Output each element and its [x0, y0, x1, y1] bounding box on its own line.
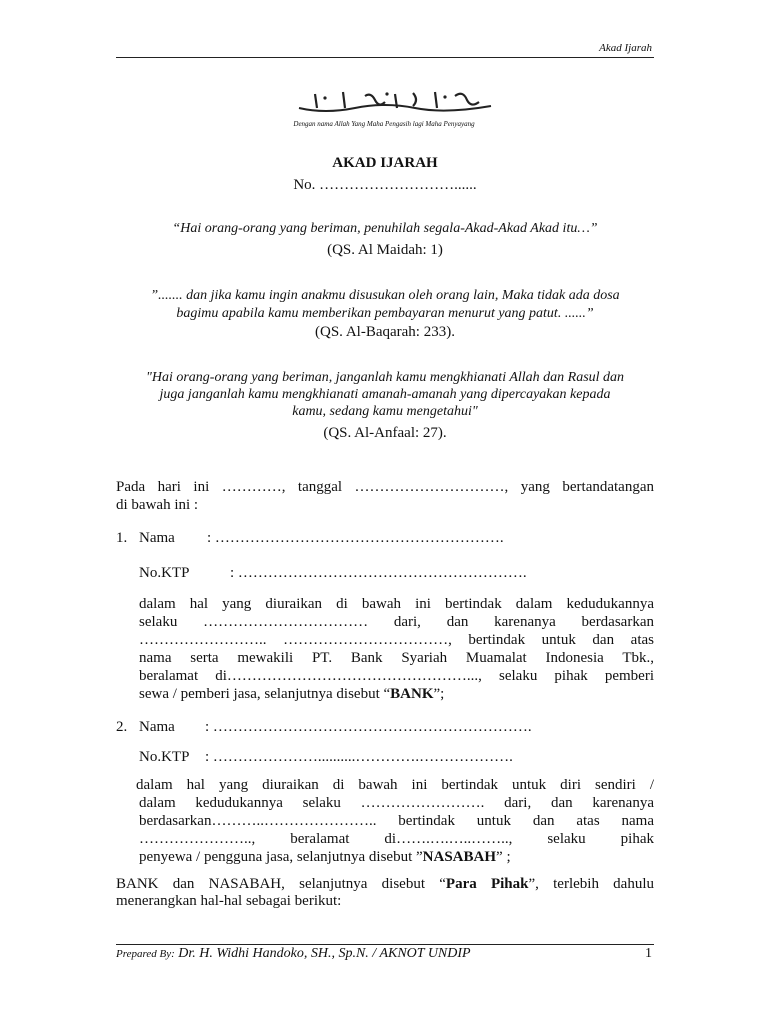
quote-3-reference: (QS. Al-Anfaal: 27). [323, 425, 447, 441]
party-2-desc-line-5 [139, 849, 511, 866]
party-1-role-suffix: ”; [433, 686, 445, 702]
quote-1-reference: (QS. Al Maidah: 1) [327, 242, 443, 258]
quote-3-line-2: juga janganlah kamu mengkhianati amanah-amanah yang dipercayakan kepada [159, 387, 611, 402]
party-1-name-value: : …………………………………………………. [207, 530, 504, 546]
party-1-desc-line-1: dalam hal yang diuraikan di bawah ini bertindak dalam kedudukannya [139, 596, 654, 612]
closing-suffix: ”, terlebih dahulu [528, 876, 654, 892]
footer-rule [116, 944, 654, 945]
party-1-ktp-label: No.KTP [139, 565, 190, 581]
party-1-name-label: Nama [139, 530, 175, 546]
bismillah-caption: Dengan nama Allah Yang Maha Pengasih lagi Maha Penyayang [293, 120, 475, 128]
party-2-number: 2. [116, 719, 128, 735]
party-1-desc-line-2: selaku …………………………… dari, dan karenanya berdasarkan [139, 614, 654, 630]
footer-prepared-label: Prepared By: [116, 948, 175, 960]
footer-author: Dr. H. Widhi Handoko, SH., Sp.N. / AKNOT UNDIP [174, 946, 471, 961]
party-1-desc-line-3: …………………….. ……………………………, bertindak untuk dan atas [139, 632, 654, 648]
closing-para-pihak: Para Pihak [445, 876, 529, 892]
intro-line-1: Pada hari ini …………, tanggal …………………………, yang bertandatangan [116, 479, 654, 495]
footer-credit [116, 946, 471, 962]
header-rule [116, 57, 654, 58]
party-2-role-name: NASABAH [422, 849, 497, 865]
closing-prefix: BANK dan NASABAH, selanjutnya disebut “ [116, 876, 446, 892]
party-2-desc-line-2: dalam kedudukannya selaku ……………………. dari, dan karenanya [139, 795, 654, 811]
party-2-desc-line-1: dalam hal yang diuraikan di bawah ini bertindak untuk diri sendiri / [136, 777, 654, 793]
running-header-title: Akad Ijarah [599, 42, 652, 54]
party-1-desc-line-5: beralamat di…………………………………………..., selaku pihak pemberi [139, 668, 654, 684]
closing-line-1 [116, 876, 654, 893]
closing-line-2: menerangkan hal-hal sebagai berikut: [116, 893, 342, 909]
party-2-role-suffix: ” ; [496, 849, 511, 865]
party-2-ktp-label: No.KTP [139, 749, 190, 765]
quote-2-line-2: bagimu apabila kamu memberikan pembayaran menurut yang patut. ......” [176, 306, 594, 321]
quote-1-line-1: “Hai orang-orang yang beriman, penuhilah segala-Akad-Akad Akad itu…” [172, 221, 598, 236]
intro-line-2: di bawah ini : [116, 497, 199, 513]
party-2-name-label: Nama [139, 719, 175, 735]
party-1-ktp-value: : …………………………………………………. [230, 565, 527, 581]
party-1-desc-line-6 [139, 686, 444, 703]
party-2-ktp-value: : …………………..........………….………………. [205, 749, 513, 765]
quote-3-line-1: "Hai orang-orang yang beriman, janganlah kamu mengkhianati Allah dan Rasul dan [145, 370, 625, 385]
quote-2-reference: (QS. Al-Baqarah: 233). [315, 324, 455, 340]
page-number: 1 [645, 946, 652, 961]
bismillah-calligraphy [295, 88, 495, 116]
document-number: No. ………………………...... [293, 177, 477, 193]
party-2-name-value: : ………………………………………………………. [205, 719, 532, 735]
party-2-desc-line-4: ………………….., beralamat di…….….…..…….., selaku pihak [139, 831, 654, 847]
party-1-number: 1. [116, 530, 128, 546]
quote-3-line-3: kamu, sedang kamu mengetahui" [292, 404, 478, 419]
party-2-role-prefix: penyewa / pengguna jasa, selanjutnya disebut ” [139, 849, 423, 865]
party-2-desc-line-3: berdasarkan………..………………….. bertindak untuk dan atas nama [139, 813, 654, 829]
party-1-role-prefix: sewa / pemberi jasa, selanjutnya disebut “ [139, 686, 391, 702]
document-title: AKAD IJARAH [332, 155, 438, 171]
party-1-desc-line-4: nama serta mewakili PT. Bank Syariah Muamalat Indonesia Tbk., [139, 650, 654, 666]
party-1-role-name: BANK [390, 686, 434, 702]
quote-2-line-1: ”....... dan jika kamu ingin anakmu disusukan oleh orang lain, Maka tidak ada dosa [150, 288, 620, 303]
